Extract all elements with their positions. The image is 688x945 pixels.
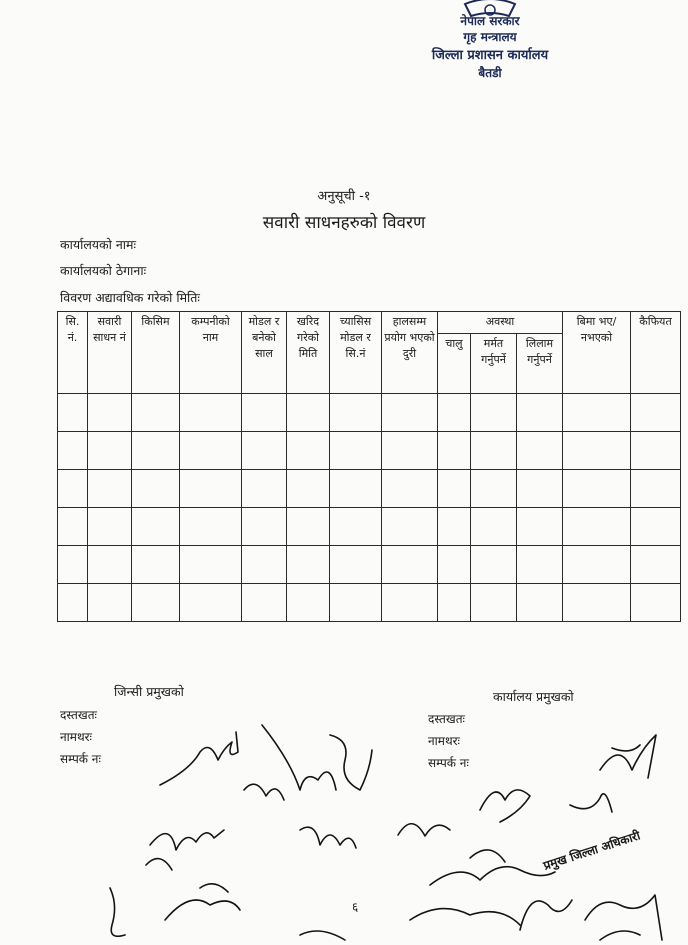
left-contact-label: सम्पर्क नः <box>60 752 101 766</box>
header-company: कम्पनीको नाम <box>180 312 242 394</box>
schedule-label: अनुसूची -१ <box>317 189 371 204</box>
official-seal <box>541 828 643 874</box>
update-date-label: विवरण अद्यावधिक गरेको मितिः <box>60 290 200 305</box>
header-condition-auction: लिलाम गर्नुपर्ने <box>517 334 563 394</box>
signature-scribble <box>165 900 240 920</box>
signature-scribble <box>300 827 356 848</box>
signature-scribble <box>110 888 125 936</box>
right-name-label: नामथरः <box>428 734 460 748</box>
left-block-title: जिन्सी प्रमुखको <box>114 684 184 699</box>
signature-scribble <box>150 830 224 850</box>
header-condition: अवस्था <box>438 312 563 334</box>
right-contact-label: सम्पर्क नः <box>428 756 469 770</box>
signature-scribble <box>200 884 228 892</box>
header-purchase-date: खरिद गरेको मिति <box>287 312 330 394</box>
left-signature-label: दस्तखतः <box>60 708 97 722</box>
signature-scribble <box>520 900 572 930</box>
header-sn: सि. नं. <box>58 312 88 394</box>
header-insurance: बिमा भए/नभएको <box>563 312 631 394</box>
stamp-line-2: गृह मन्त्रालय <box>463 30 517 44</box>
signature-scribble <box>410 909 520 925</box>
page-number: ६ <box>352 900 359 914</box>
signature-scribble <box>600 931 640 940</box>
official-seal-text: प्रमुख जिल्ला अधिकारी <box>541 828 642 873</box>
left-name-label: नामथरः <box>60 730 92 744</box>
signature-scribble <box>262 725 336 790</box>
header-distance: हालसम्म प्रयोग भएको दुरी <box>382 312 438 394</box>
stamp-line-3: जिल्ला प्रशासन कार्यालय <box>431 48 549 63</box>
stamp-line-4: बैतडी <box>478 66 502 80</box>
header-condition-repair: मर्मत गर्नुपर्ने <box>471 334 517 394</box>
stamp-line-1: नेपाल सरकार <box>460 14 520 28</box>
signature-scribble <box>146 859 172 870</box>
header-model-year: मोडल र बनेको साल <box>242 312 287 394</box>
office-name-label: कार्यालयको नामः <box>60 237 137 252</box>
signature-scribble <box>300 931 345 940</box>
header-remarks: कैफियत <box>631 312 681 394</box>
office-address-label: कार्यालयको ठेगानाः <box>60 263 147 278</box>
signature-scribble <box>585 895 662 940</box>
signature-scribble <box>330 735 372 790</box>
header-vehicle-no: सवारी साधन नं <box>88 312 132 394</box>
signature-scribble <box>612 745 640 751</box>
signature-scribble <box>480 790 530 822</box>
signature-scribble <box>160 732 238 785</box>
right-signature-label: दस्तखतः <box>428 712 465 726</box>
signature-scribble <box>244 784 284 800</box>
header-type: किसिम <box>132 312 180 394</box>
signature-scribble <box>470 850 505 862</box>
signature-scribble <box>600 735 656 778</box>
signature-scribble <box>570 794 612 812</box>
header-chassis: च्यासिस मोडल र सि.नं <box>330 312 382 394</box>
right-block-title: कार्यालय प्रमुखको <box>493 689 574 704</box>
signature-scribble <box>430 867 555 885</box>
header-condition-running: चालु <box>438 334 471 394</box>
page-title: सवारी साधनहरुको विवरण <box>262 213 426 233</box>
signature-scribble <box>398 824 450 836</box>
